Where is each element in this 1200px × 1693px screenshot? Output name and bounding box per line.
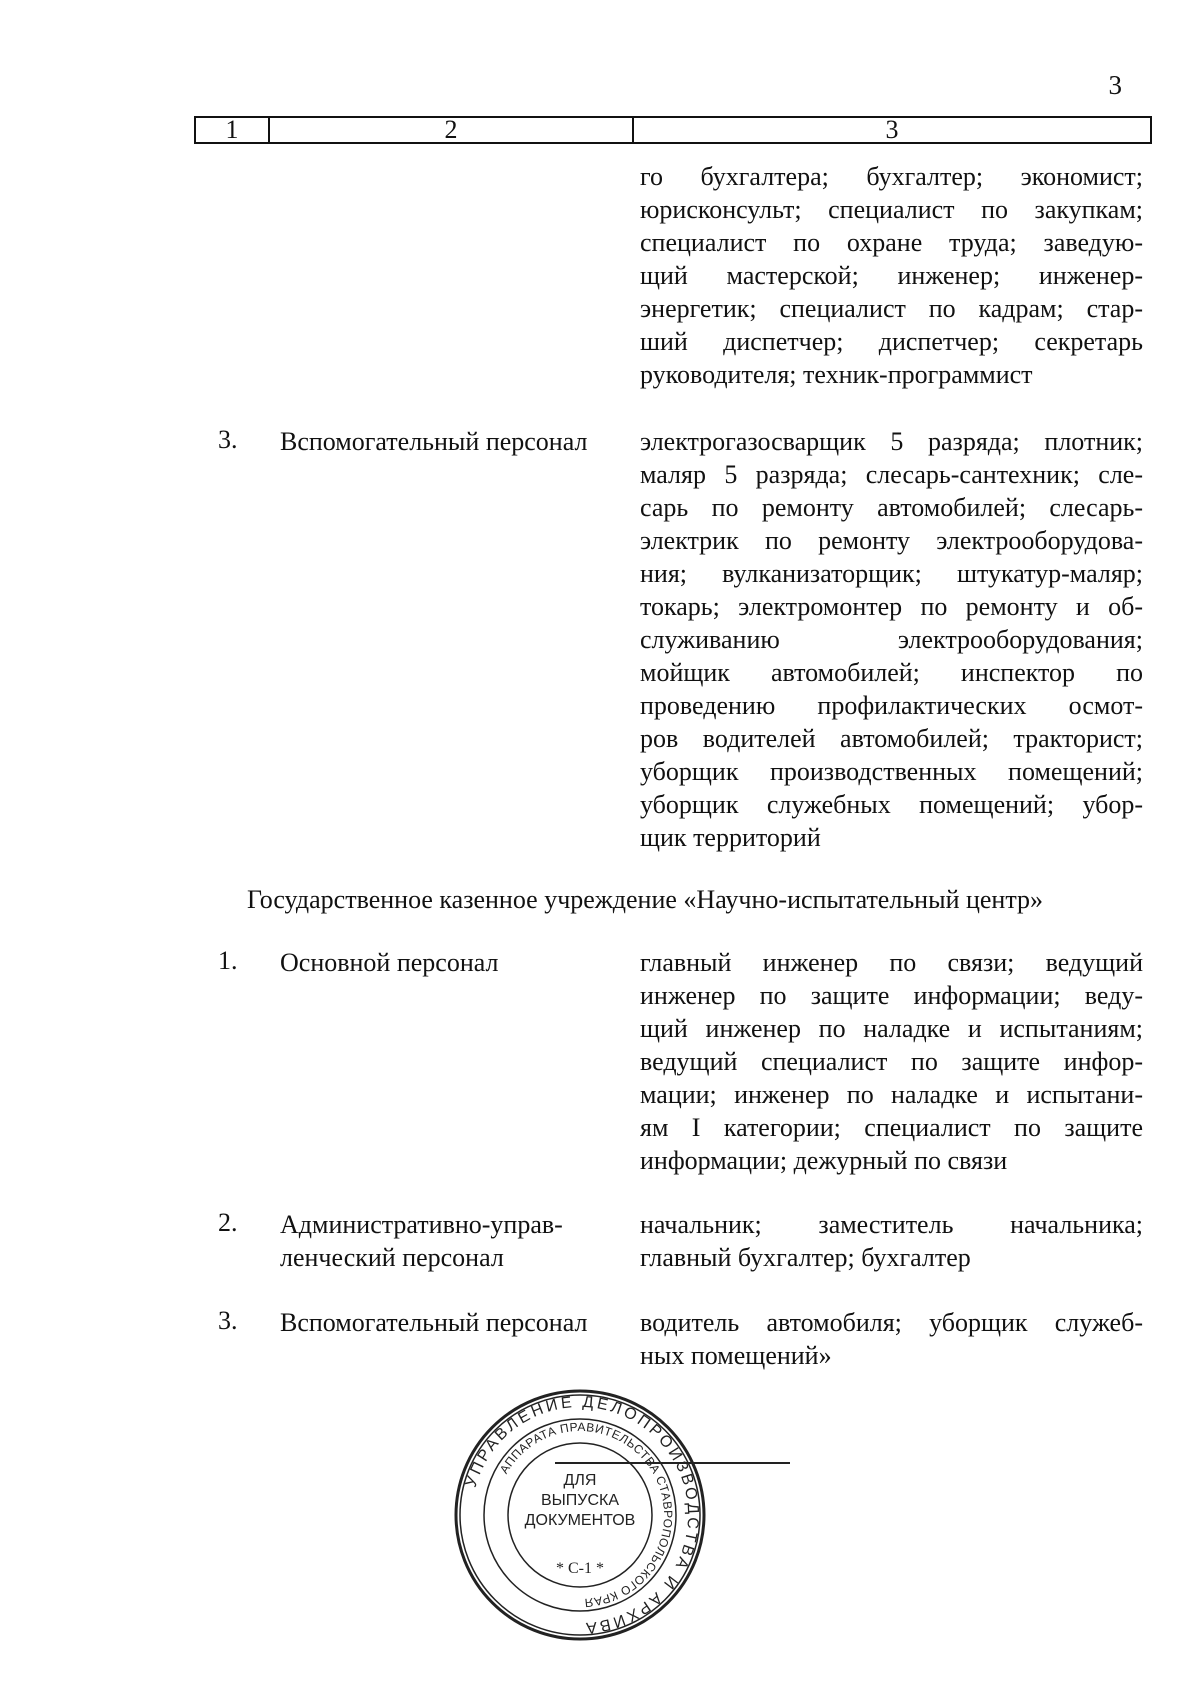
desc-line: ных помещений» bbox=[640, 1341, 832, 1370]
header-col-2: 2 bbox=[270, 118, 634, 142]
category-line: Вспомогательный персонал bbox=[280, 1308, 588, 1337]
desc-line: проведению профилактических осмот- bbox=[640, 691, 1143, 720]
header-col-3: 3 bbox=[885, 115, 899, 144]
stamp-center-line: ВЫПУСКА bbox=[540, 1492, 620, 1509]
desc-line: щик территорий bbox=[640, 823, 821, 852]
row-description bbox=[640, 1208, 1143, 1274]
desc-line: главный бухгалтер; бухгалтер bbox=[640, 1243, 971, 1272]
category-line: Вспомогательный персонал bbox=[280, 427, 588, 456]
stamp-inner-text: АППАРАТА ПРАВИТЕЛЬСТВА СТАВРОПОЛЬСКОГО КРАЯ bbox=[496, 1419, 676, 1610]
row-description bbox=[640, 946, 1143, 1177]
desc-line: водитель автомобиля; уборщик служеб- bbox=[640, 1308, 1143, 1337]
desc-line: щий инженер по наладке и испытаниям; bbox=[640, 1014, 1143, 1043]
desc-line: юрисконсульт; специалист по закупкам; bbox=[640, 195, 1143, 224]
organization-title: Государственное казенное учреждение «Научно-испытательный центр» bbox=[246, 885, 1044, 914]
row-number: 2. bbox=[218, 1208, 238, 1237]
row-category bbox=[280, 425, 620, 458]
row-category bbox=[280, 946, 620, 979]
desc-line: го бухгалтера; бухгалтер; экономист; bbox=[640, 162, 1143, 191]
desc-line: начальник; заместитель начальника; bbox=[640, 1210, 1143, 1239]
desc-line: электрогазосварщик 5 разряда; плотник; bbox=[640, 427, 1143, 456]
desc-line: энергетик; специалист по кадрам; стар- bbox=[640, 294, 1143, 323]
row-description bbox=[640, 1306, 1143, 1372]
desc-line: служиванию электрооборудования; bbox=[640, 625, 1143, 654]
row-category bbox=[280, 1208, 620, 1274]
row-number: 3. bbox=[218, 425, 238, 454]
stamp-center-line: ДОКУМЕНТОВ bbox=[524, 1512, 636, 1529]
desc-line: щий мастерской; инженер; инженер- bbox=[640, 261, 1143, 290]
row-number: 1. bbox=[218, 946, 238, 975]
desc-line: маляр 5 разряда; слесарь-сантехник; сле- bbox=[640, 460, 1143, 489]
desc-line: инженер по защите информации; веду- bbox=[640, 981, 1143, 1010]
desc-line: руководителя; техник-программист bbox=[640, 360, 1033, 389]
desc-line: ведущий специалист по защите инфор- bbox=[640, 1047, 1143, 1076]
header-col-1: 1 bbox=[196, 118, 270, 142]
continued-description bbox=[640, 160, 1143, 391]
desc-line: сарь по ремонту автомобилей; слесарь- bbox=[640, 493, 1143, 522]
stamp-outer-text: УПРАВЛЕНИЕ ДЕЛОПРОИЗВОДСТВА И АРХИВА bbox=[462, 1393, 702, 1637]
desc-line: мойщик автомобилей; инспектор по bbox=[640, 658, 1143, 687]
desc-line: мации; инженер по наладке и испытани- bbox=[640, 1080, 1143, 1109]
desc-line: электрик по ремонту электрооборудова- bbox=[640, 526, 1143, 555]
stamp-code: * С-1 * bbox=[556, 1560, 604, 1577]
desc-line: ям I категории; специалист по защите bbox=[640, 1113, 1143, 1142]
desc-line: уборщик служебных помещений; убор- bbox=[640, 790, 1143, 819]
desc-line: уборщик производственных помещений; bbox=[640, 757, 1143, 786]
desc-line: ший диспетчер; диспетчер; секретарь bbox=[640, 327, 1143, 356]
row-description bbox=[640, 425, 1143, 854]
desc-line: ния; вулканизаторщик; штукатур-маляр; bbox=[640, 559, 1143, 588]
official-stamp bbox=[450, 1385, 710, 1645]
category-line: Административно-управ- bbox=[280, 1210, 563, 1239]
page-number: 3 bbox=[1108, 70, 1122, 100]
row-number: 3. bbox=[218, 1306, 238, 1335]
desc-line: ров водителей автомобилей; тракторист; bbox=[640, 724, 1143, 753]
desc-line: специалист по охране труда; заведую- bbox=[640, 228, 1143, 257]
stamp-center-line: ДЛЯ bbox=[563, 1472, 597, 1489]
desc-line: токарь; электромонтер по ремонту и об- bbox=[640, 592, 1143, 621]
table-header bbox=[194, 116, 1152, 144]
category-line: ленческий персонал bbox=[280, 1243, 504, 1272]
row-category bbox=[280, 1306, 620, 1339]
desc-line: главный инженер по связи; ведущий bbox=[640, 948, 1143, 977]
category-line: Основной персонал bbox=[280, 948, 499, 977]
desc-line: информации; дежурный по связи bbox=[640, 1146, 1008, 1175]
